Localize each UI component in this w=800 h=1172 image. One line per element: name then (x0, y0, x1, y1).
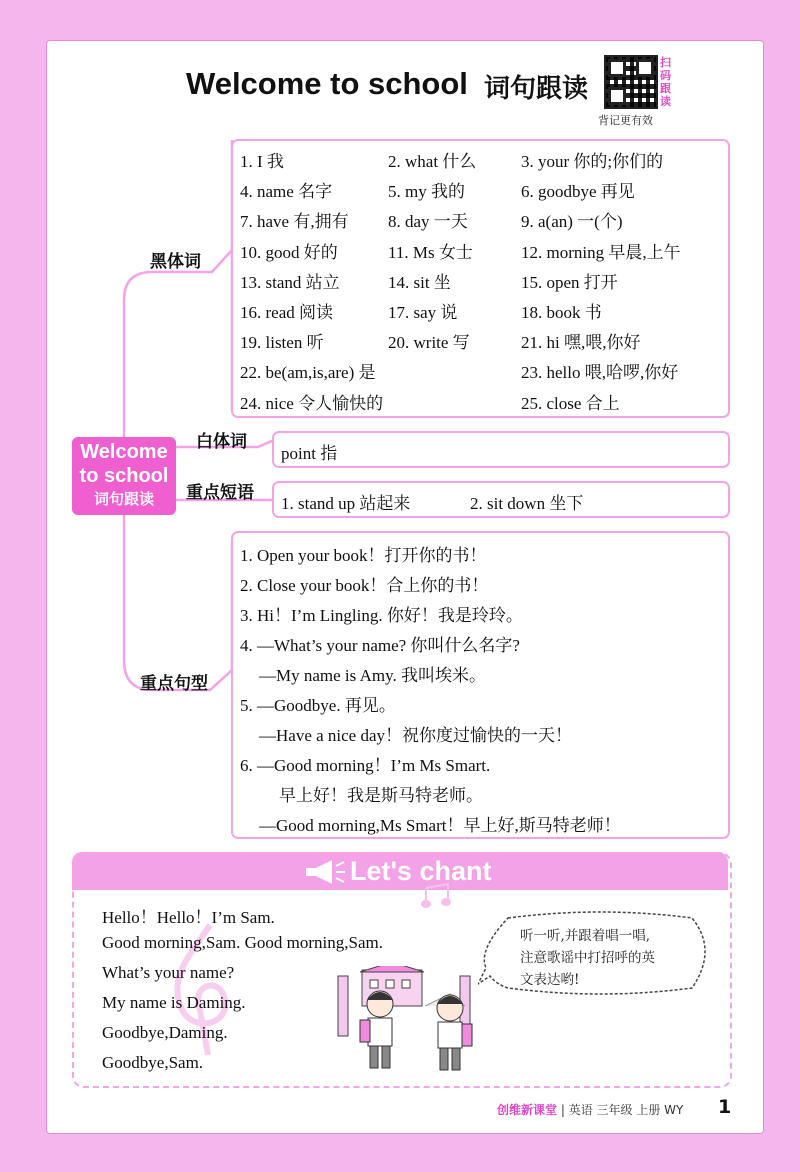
center-line1: Welcome (80, 441, 168, 463)
bold-word-item: 23. hello 喂,哈啰,你好 (521, 363, 679, 383)
footer-separator: | (560, 1103, 565, 1117)
chant-line: Hello！Hello！I’m Sam. (102, 908, 275, 927)
footer-brand: 创维新课堂 (497, 1103, 558, 1117)
bold-word-item: 7. have 有,拥有 (240, 212, 349, 232)
sentence-line: 1. Open your book！打开你的书！ (240, 546, 487, 565)
bold-word-item: 12. morning 早晨,上午 (521, 242, 681, 262)
center-line2: to school (79, 465, 169, 487)
bubble-line: 注意歌谣中打招呼的英 (520, 950, 655, 966)
center-node (72, 437, 176, 515)
sentence-line: —Have a nice day！祝你度过愉快的一天！ (259, 726, 573, 745)
sentence-line: —Good morning,Ms Smart！早上好,斯马特老师！ (259, 816, 621, 835)
bold-word-item: 15. open 打开 (521, 272, 618, 292)
bubble-text (520, 925, 655, 991)
bold-word-item: 16. read 阅读 (240, 303, 334, 322)
qr-side-label: 扫码跟读 (660, 56, 671, 108)
label-phrases: 重点短语 (186, 483, 254, 503)
phrase-item: 2. sit down 坐下 (470, 494, 584, 513)
chant-line: Goodbye,Sam. (102, 1053, 204, 1072)
bold-word-item: 22. be(am,is,are) 是 (240, 363, 376, 383)
bold-word-item: 2. what 什么 (388, 152, 477, 171)
bold-word-item: 5. my 我的 (388, 182, 465, 202)
bold-word-item: 11. Ms 女士 (388, 242, 473, 262)
chant-line: What’s your name? (102, 963, 235, 982)
label-bold-words: 黑体词 (150, 252, 201, 272)
bold-word-item: 25. close 合上 (521, 393, 620, 413)
school-kids-illustration (330, 966, 490, 1076)
chant-line: Good morning,Sam. Good morning,Sam. (102, 933, 383, 952)
bold-word-item: 13. stand 站立 (240, 272, 340, 292)
bold-word-item: 8. day 一天 (388, 212, 468, 232)
qr-caption: 背记更有效 (598, 114, 653, 127)
bold-word-item: 14. sit 坐 (388, 272, 451, 292)
footer-info: 英语 三年级 上册 WY (568, 1103, 684, 1117)
page-title-cn: 词句跟读 (484, 74, 589, 104)
bold-word-item: 10. good 好的 (240, 242, 338, 262)
bold-word-item: 17. say 说 (388, 303, 458, 322)
center-line3: 词句跟读 (93, 490, 154, 508)
bubble-line: 文表达哟! (520, 972, 580, 988)
bold-word-item: 19. listen 听 (240, 333, 324, 353)
phrase-item: 1. stand up 站起来 (281, 494, 411, 513)
white-word: point 指 (281, 444, 338, 463)
bold-word-item: 1. I 我 (240, 152, 284, 171)
bold-words-box (231, 139, 730, 418)
page-number: 1 (718, 1096, 732, 1118)
label-sentences: 重点句型 (140, 674, 208, 694)
sentence-line: 早上好！我是斯马特老师。 (279, 786, 483, 805)
footer (497, 1101, 683, 1118)
bold-word-item: 6. goodbye 再见 (521, 182, 635, 202)
bold-word-item: 20. write 写 (388, 333, 470, 353)
megaphone-icon (302, 858, 346, 886)
bold-word-item: 4. name 名字 (240, 182, 333, 202)
bold-word-item: 24. nice 令人愉快的 (240, 393, 384, 413)
chant-line: Goodbye,Daming. (102, 1023, 228, 1042)
white-words-box (272, 431, 730, 468)
chant-line: My name is Daming. (102, 993, 246, 1012)
sentence-line: —My name is Amy. 我叫埃米。 (259, 666, 486, 685)
sentence-line: 4. —What’s your name? 你叫什么名字? (240, 636, 520, 655)
bold-word-item: 9. a(an) 一(个) (521, 212, 623, 232)
sentence-line: 6. —Good morning！I’m Ms Smart. (240, 756, 491, 775)
label-white-words: 白体词 (196, 432, 247, 452)
bold-word-item: 18. book 书 (521, 303, 602, 322)
phrases-box (272, 481, 730, 518)
sentence-line: 3. Hi！I’m Lingling. 你好！我是玲玲。 (240, 606, 523, 625)
sentences-box (231, 531, 730, 839)
sentence-line: 5. —Goodbye. 再见。 (240, 696, 396, 715)
bold-word-item: 21. hi 嘿,喂,你好 (521, 333, 641, 353)
bold-word-item: 3. your 你的;你们的 (521, 152, 664, 171)
music-note-icon (418, 882, 458, 912)
bubble-line: 听一听,并跟着唱一唱, (520, 928, 651, 944)
sentence-line: 2. Close your book！合上你的书！ (240, 576, 489, 595)
page-title: Welcome to school (186, 66, 468, 101)
chant-title: Let's chant (350, 856, 492, 886)
